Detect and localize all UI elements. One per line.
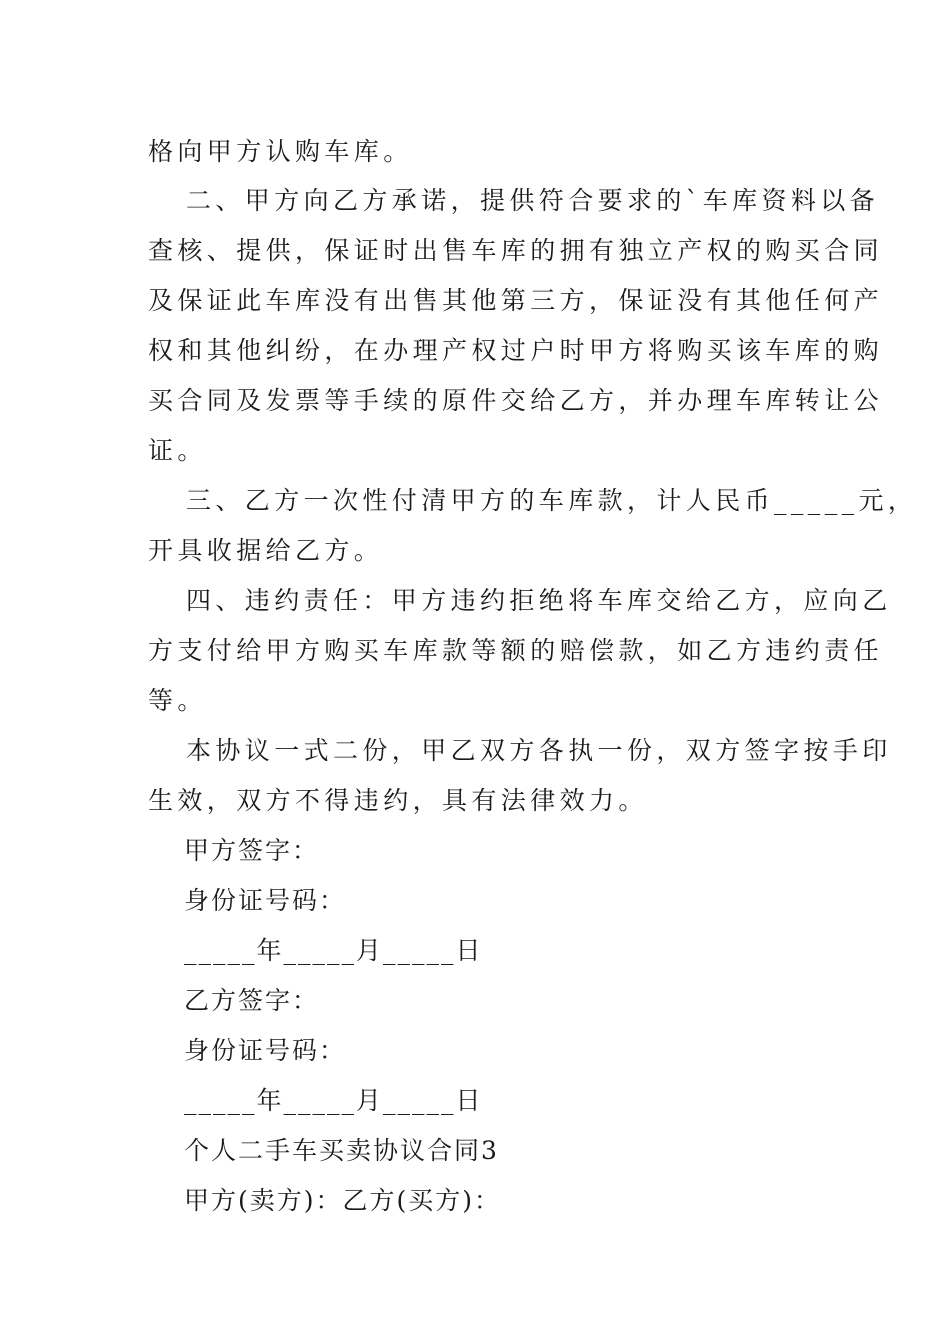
agreement-copies-line-2: 生效，双方不得违约，具有法律效力。 bbox=[148, 786, 648, 815]
party-a-date-line: _____年_____月_____日 bbox=[184, 936, 483, 965]
clause-2-line-5: 买合同及发票等手续的原件交给乙方，并办理车库转让公 bbox=[148, 386, 884, 415]
party-b-id-number-label: 身份证号码： bbox=[184, 1036, 347, 1065]
clause-2-line-4: 权和其他纠纷，在办理产权过户时甲方将购买该车库的购 bbox=[148, 336, 884, 365]
clause-4-line-2: 方支付给甲方购买车库款等额的赔偿款，如乙方违约责任 bbox=[148, 636, 884, 665]
seller-buyer-line: 甲方(卖方)：乙方(买方)： bbox=[184, 1186, 502, 1215]
agreement-copies-line-1: 本协议一式二份，甲乙双方各执一份，双方签字按手印 bbox=[186, 736, 892, 765]
contract-3-heading: 个人二手车买卖协议合同3 bbox=[184, 1136, 499, 1165]
clause-2-line-2: 查核、提供，保证时出售车库的拥有独立产权的购买合同 bbox=[148, 236, 884, 265]
clause-2-line-1: 二、甲方向乙方承诺，提供符合要求的`车库资料以备 bbox=[186, 186, 880, 215]
clause-3-line-2: 开具收据给乙方。 bbox=[148, 536, 384, 565]
clause-3-line-1: 三、乙方一次性付清甲方的车库款，计人民币_____元， bbox=[186, 486, 918, 515]
clause-4-line-3: 等。 bbox=[148, 686, 207, 715]
clause-2-line-3: 及保证此车库没有出售其他第三方，保证没有其他任何产 bbox=[148, 286, 884, 315]
party-a-id-number-label: 身份证号码： bbox=[184, 886, 347, 915]
paragraph-1-line-1: 格向甲方认购车库。 bbox=[148, 137, 413, 166]
clause-2-line-6: 证。 bbox=[148, 436, 207, 465]
clause-4-line-1: 四、违约责任：甲方违约拒绝将车库交给乙方，应向乙 bbox=[186, 586, 892, 615]
party-a-signature-label: 甲方签字： bbox=[184, 836, 320, 865]
party-b-signature-label: 乙方签字： bbox=[184, 986, 320, 1015]
party-b-date-line: _____年_____月_____日 bbox=[184, 1086, 483, 1115]
